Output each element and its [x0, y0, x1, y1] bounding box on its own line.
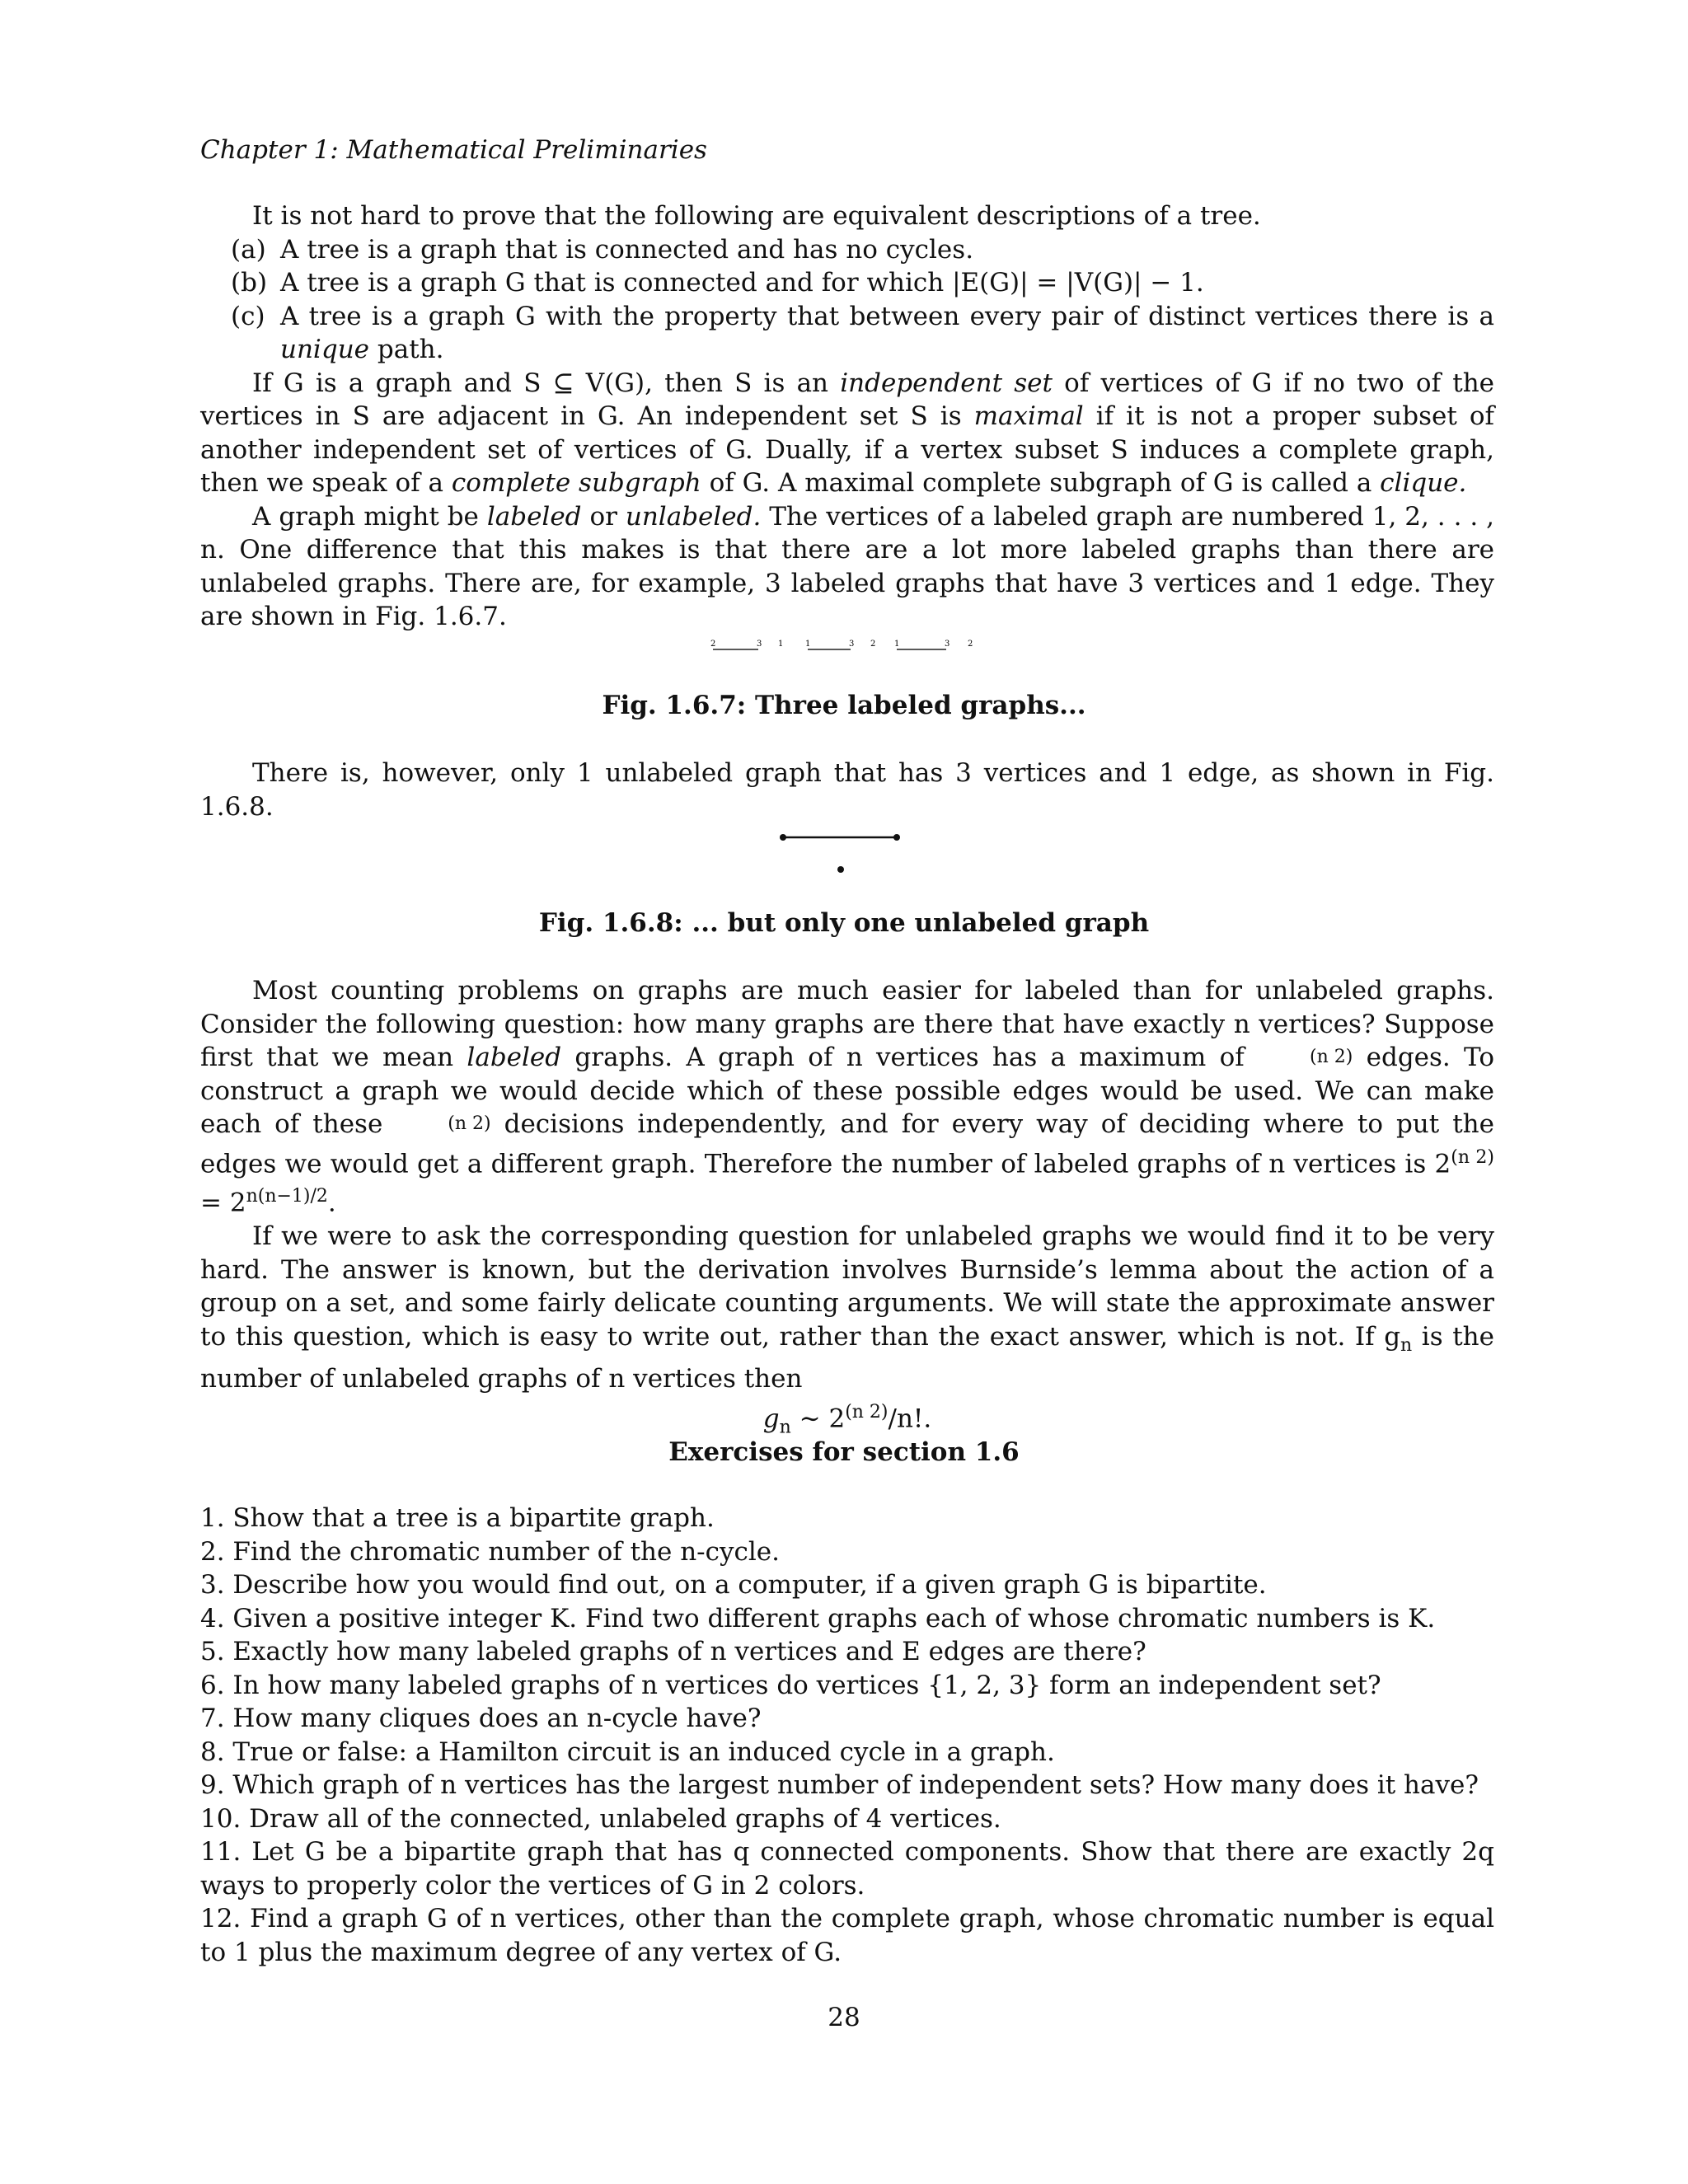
formula-gn: $g_n$ ∼ $2^{(n 2)}/n$!. [762, 1401, 932, 1438]
exercise-item: 10. Draw all of the connected, unlabeled graphs of 4 vertices. [200, 1803, 1001, 1834]
figure-unlabeled-graph [775, 824, 907, 882]
item-label: (a) [231, 234, 266, 265]
paragraph-unlabeled: There is, however, only 1 unlabeled graph that has 3 vertices and 1 edge, as shown in Fig. 1.6.8. [200, 758, 1494, 822]
exercise-item: 12. Find a graph G of n vertices, other than the complete graph, whose chromatic number is equal to 1 plus the maximum degree of any vertex of G. [200, 1904, 1494, 1967]
figure-caption-1-6-8: Fig. 1.6.8: ... but only one unlabeled graph [538, 908, 1150, 938]
paragraph-counting: Most counting problems on graphs are much easier for labeled than for unlabeled graphs. Consider the following question: how many graphs are there that have exactly n vertices? Suppose first that we mean labeled graphs. A graph of n vertices has a maximum of (n 2) edges. To construct a graph we would decide which of these possible edges would be used. We can make each of these (n 2) decisions independently, and for every way of deciding where to put the edges we would get a different graph. Therefore the number of labeled graphs of n vertices is $2^{(n 2)} = 2^{n(n-1)/2}$. [200, 976, 1495, 1218]
list-item [200, 300, 1494, 367]
figure-caption-1-6-7: Fig. 1.6.7: Three labeled graphs... [602, 691, 1086, 720]
exercise-item: 1. Show that a tree is a bipartite graph. [200, 1503, 715, 1533]
item-label: (c) [231, 301, 265, 331]
paragraph-intro: It is not hard to prove that the following are equivalent descriptions of a tree. [252, 201, 1261, 231]
item-text: A tree is a graph G with the property that between every pair of distinct vertices there is a [280, 301, 1494, 331]
paragraph-unlabeled-wrap [200, 757, 1494, 823]
item-text: path. [369, 335, 444, 364]
paragraph-independent-set: If G is a graph and S ⊆ V(G), then S is an independent set of vertices of G if no two of the vertices in S are adjacent in G. An independent set S is maximal if it is not a proper subset of another independent set of vertices of G. Dually, if a vertex subset S induces a complete graph, then we speak of a complete subgraph of G. A maximal complete subgraph of G is called a clique. [200, 368, 1495, 498]
exercise-item: 3. Describe how you would find out, on a computer, if a given graph G is bipartite. [200, 1570, 1267, 1600]
exercise-item: 6. In how many labeled graphs of n vertices do vertices {1, 2, 3} form an independent set? [200, 1670, 1381, 1700]
vertex-label: 2 [710, 640, 716, 649]
exercise-item: 11. Let G be a bipartite graph that has q connected components. Show that there are exactly 2q ways to properly color the vertices of G in 2 colors. [200, 1837, 1494, 1900]
exercise-item: 4. Given a positive integer K. Find two different graphs each of whose chromatic numbers is K. [200, 1603, 1436, 1633]
labeled-graph [805, 640, 875, 649]
item-text: A tree is a graph G that is connected and for which |E(G)| = |V(G)| − 1. [280, 268, 1204, 298]
vertex-label: 2 [870, 640, 876, 649]
vertex-label: 1 [894, 640, 900, 649]
labeled-graph [710, 640, 783, 649]
vertex-label: 3 [849, 640, 855, 649]
figure-three-labeled-graphs [709, 635, 981, 664]
page-number: 28 [828, 2003, 860, 2032]
labeled-graph [894, 640, 973, 649]
list-item [200, 266, 1494, 300]
paragraph-labeled: A graph might be labeled or unlabeled. The vertices of a labeled graph are numbered 1, 2, . . . , n. One difference that this makes is that there are a lot more labeled graphs than there are unlabeled graphs. There are, for example, 3 labeled graphs that have 3 vertices and 1 edge. They are shown in Fig. 1.6.7. [200, 501, 1494, 631]
list-item [200, 233, 1494, 267]
item-text: A tree is a graph that is connected and has no cycles. [280, 234, 974, 265]
exercises-title: Exercises for section 1.6 [668, 1437, 1020, 1467]
exercise-list [200, 1502, 1494, 1969]
exercise-item: 2. Find the chromatic number of the n-cycle. [200, 1536, 781, 1567]
exercise-item: 9. Which graph of n vertices has the largest number of independent sets? How many does it have? [200, 1770, 1479, 1800]
section-tree [200, 199, 1494, 634]
vertex-label: 3 [757, 640, 762, 649]
exercise-item: 7. How many cliques does an n-cycle have? [200, 1704, 762, 1733]
item-emphasis: unique [280, 335, 370, 364]
paragraph-burnside: If we were to ask the corresponding question for unlabeled graphs we would find it to be very hard. The answer is known, but the derivation involves Burnside’s lemma about the action of a group on a set, and some fairly delicate counting arguments. We will state the approximate answer to this question, which is easy to write out, rather than the exact answer, which is not. If $g_n$ is the number of unlabeled graphs of n vertices then [200, 1221, 1494, 1394]
exercise-item: 5. Exactly how many labeled graphs of n vertices and E edges are there? [200, 1637, 1146, 1666]
vertex-label: 3 [945, 640, 950, 649]
item-label: (b) [231, 268, 268, 298]
section-counting [200, 974, 1494, 1445]
vertex-label: 1 [805, 640, 811, 649]
vertex-label: 1 [778, 640, 784, 649]
vertex-label: 2 [968, 640, 973, 649]
running-header: Chapter 1: Mathematical Preliminaries [200, 135, 707, 165]
exercise-item: 8. True or false: a Hamilton circuit is an induced cycle in a graph. [200, 1736, 1055, 1767]
